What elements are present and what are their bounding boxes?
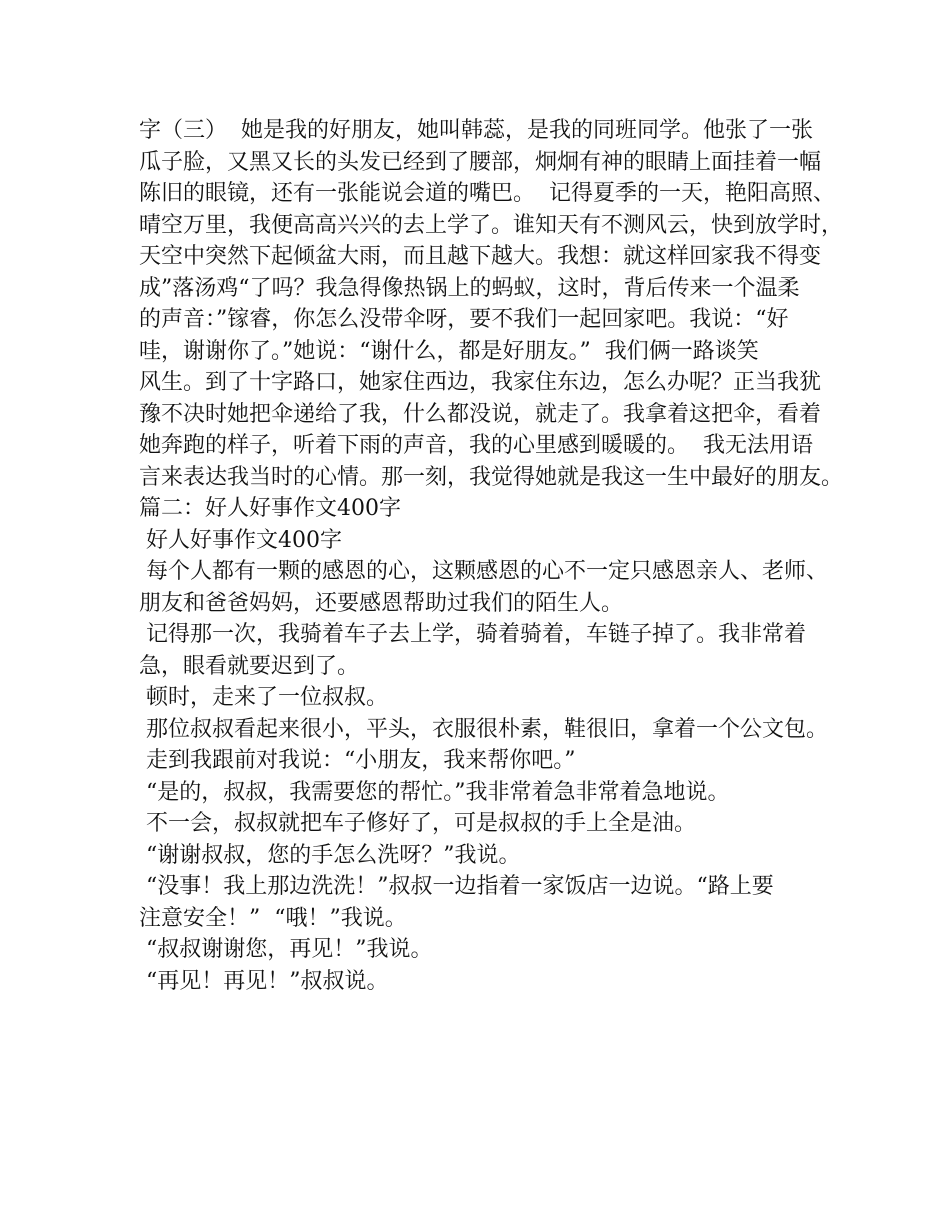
text-line: “是的，叔叔，我需要您的帮忙。”我非常着急非常着急地说。 [139, 779, 730, 805]
text-line: “再见！再见！”叔叔说。 [139, 968, 389, 994]
text-line: 的声音：”镓睿，你怎么没带伞呀，要不我们一起回家吧。我说：“好 [139, 307, 789, 332]
text-line: “没事！我上那边洗洗！”叔叔一边指着一家饭店一边说。“路上要 [139, 874, 774, 899]
text-line: 不一会，叔叔就把车子修好了，可是叔叔的手上全是油。 [139, 811, 696, 836]
article-title: 好人好事作文400字 [139, 527, 342, 553]
text-line: 每个人都有一颗的感恩的心，这颗感恩的心不一定只感恩亲人、老师、 [139, 559, 828, 584]
section-heading: 篇二：好人好事作文400字 [139, 496, 401, 521]
text-line: 风生。到了十字路口，她家住西边，我家住东边，怎么办呢？正当我犹 [139, 370, 822, 395]
text-line: 瓜子脸，又黑又长的头发已经到了腰部，炯炯有神的眼睛上面挂着一幅 [139, 149, 822, 175]
text-line: 急，眼看就要迟到了。 [139, 653, 360, 679]
text-line: 哇，谢谢你了。”她说：“谢什么，都是好朋友。” 我们俩一路谈笑 [139, 338, 759, 364]
text-line: 豫不决时她把伞递给了我，什么都没说，就走了。我拿着这把伞，看着 [139, 401, 822, 427]
text-line: 那位叔叔看起来很小，平头，衣服很朴素，鞋很旧，拿着一个公文包。 [139, 716, 828, 742]
text-line: 她奔跑的样子，听着下雨的声音，我的心里感到暖暖的。 我无法用语 [139, 433, 813, 458]
text-line: 言来表达我当时的心情。那一刻，我觉得她就是我这一生中最好的朋友。 [139, 464, 844, 490]
text-line: 天空中突然下起倾盆大雨，而且越下越大。我想：就这样回家我不得变 [139, 244, 822, 269]
text-line: 晴空万里，我便高高兴兴的去上学了。谁知天有不测风云，快到放学时， [139, 212, 844, 238]
text-line: 朋友和爸爸妈妈，还要感恩帮助过我们的陌生人。 [139, 590, 624, 616]
text-line: 字（三） 她是我的好朋友，她叫韩蕊，是我的同班同学。他张了一张 [139, 118, 813, 143]
text-line: 成”落汤鸡“了吗？我急得像热锅上的蚂蚁，这时，背后传来一个温柔 [139, 275, 800, 301]
text-line: 记得那一次，我骑着车子去上学，骑着骑着，车链子掉了。我非常着 [139, 622, 806, 647]
text-line: “谢谢叔叔，您的手怎么洗呀？”我说。 [139, 842, 521, 868]
text-line: 走到我跟前对我说：“小朋友，我来帮你吧。” [139, 748, 576, 773]
text-line: 顿时，走来了一位叔叔。 [139, 685, 388, 710]
text-line: 注意安全！” “哦！”我说。 [139, 905, 407, 931]
document-body [139, 115, 844, 997]
text-line: “叔叔谢谢您，再见！”我说。 [139, 937, 433, 962]
text-line: 陈旧的眼镜，还有一张能说会道的嘴巴。 记得夏季的一天，艳阳高照、 [139, 181, 835, 206]
